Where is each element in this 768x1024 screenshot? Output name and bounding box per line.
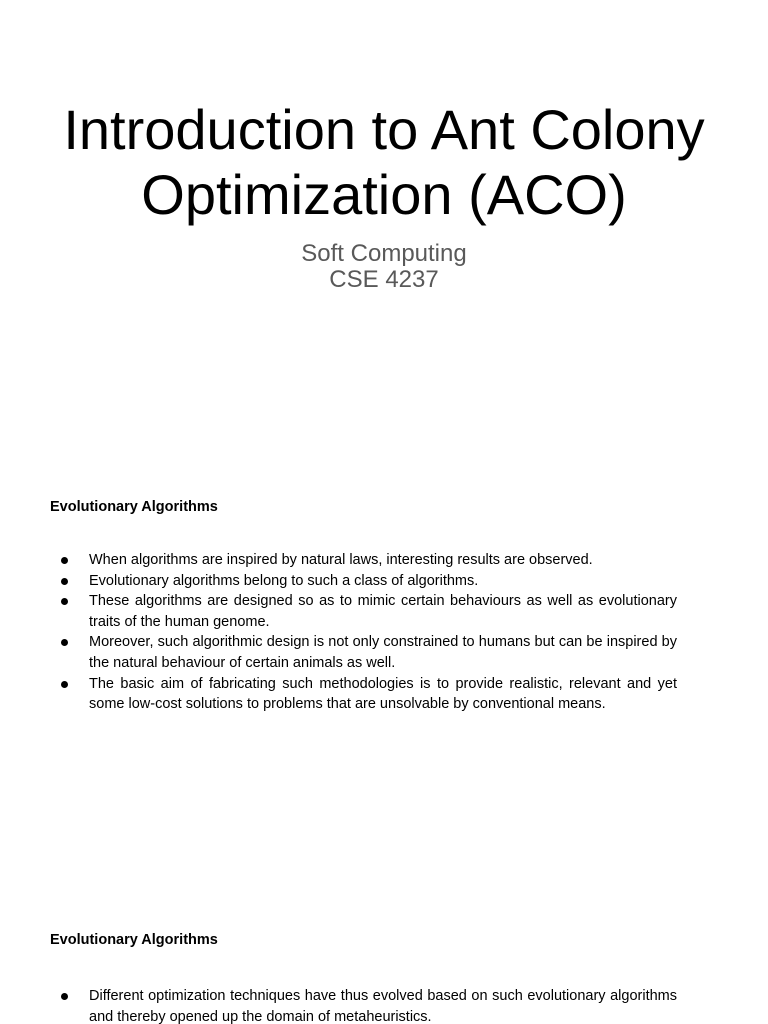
bullet-item [50,674,677,715]
document-title [0,97,768,227]
bullet-text: Evolutionary algorithms belong to such a class of algorithms. [89,572,479,589]
section-heading: Evolutionary Algorithms [50,499,218,515]
bullet-dot-icon [61,681,68,688]
title-line-1: Introduction to Ant Colony [63,98,705,161]
bullet-dot-icon [61,557,68,564]
bullet-text: Different optimization techniques have thus evolved based on such evolutionary algorithms and thereby opened up the domain of metaheuristics. [89,988,677,1024]
bullet-list [50,986,677,1024]
bullet-dot-icon [61,639,68,646]
bullet-text: When algorithms are inspired by natural laws, interesting results are observed. [89,552,593,568]
bullet-list [50,550,677,715]
subtitle-course: Soft Computing [301,240,467,267]
bullet-dot-icon [61,598,68,605]
bullet-text: Moreover, such algorithmic design is not only constrained to humans but can be inspired by the natural behaviour of certain animals as well. [89,634,677,671]
document-subtitle [0,241,768,293]
bullet-text: The basic aim of fabricating such methodologies is to provide realistic, relevant and yet some low-cost solutions to problems that are unsolvable by conventional means. [89,675,677,713]
bullet-dot-icon [61,993,68,1000]
bullet-text: These algorithms are designed so as to mimic certain behaviours as well as evolutionary traits of the human genome. [89,593,677,630]
bullet-dot-icon [61,578,68,585]
subtitle-code: CSE 4237 [329,266,439,293]
bullet-item [50,986,677,1024]
bullet-item [50,591,677,632]
bullet-item [50,571,677,592]
title-line-2: Optimization (ACO) [141,163,627,226]
bullet-item [50,550,677,571]
bullet-item [50,632,677,673]
section-heading: Evolutionary Algorithms [50,932,218,948]
